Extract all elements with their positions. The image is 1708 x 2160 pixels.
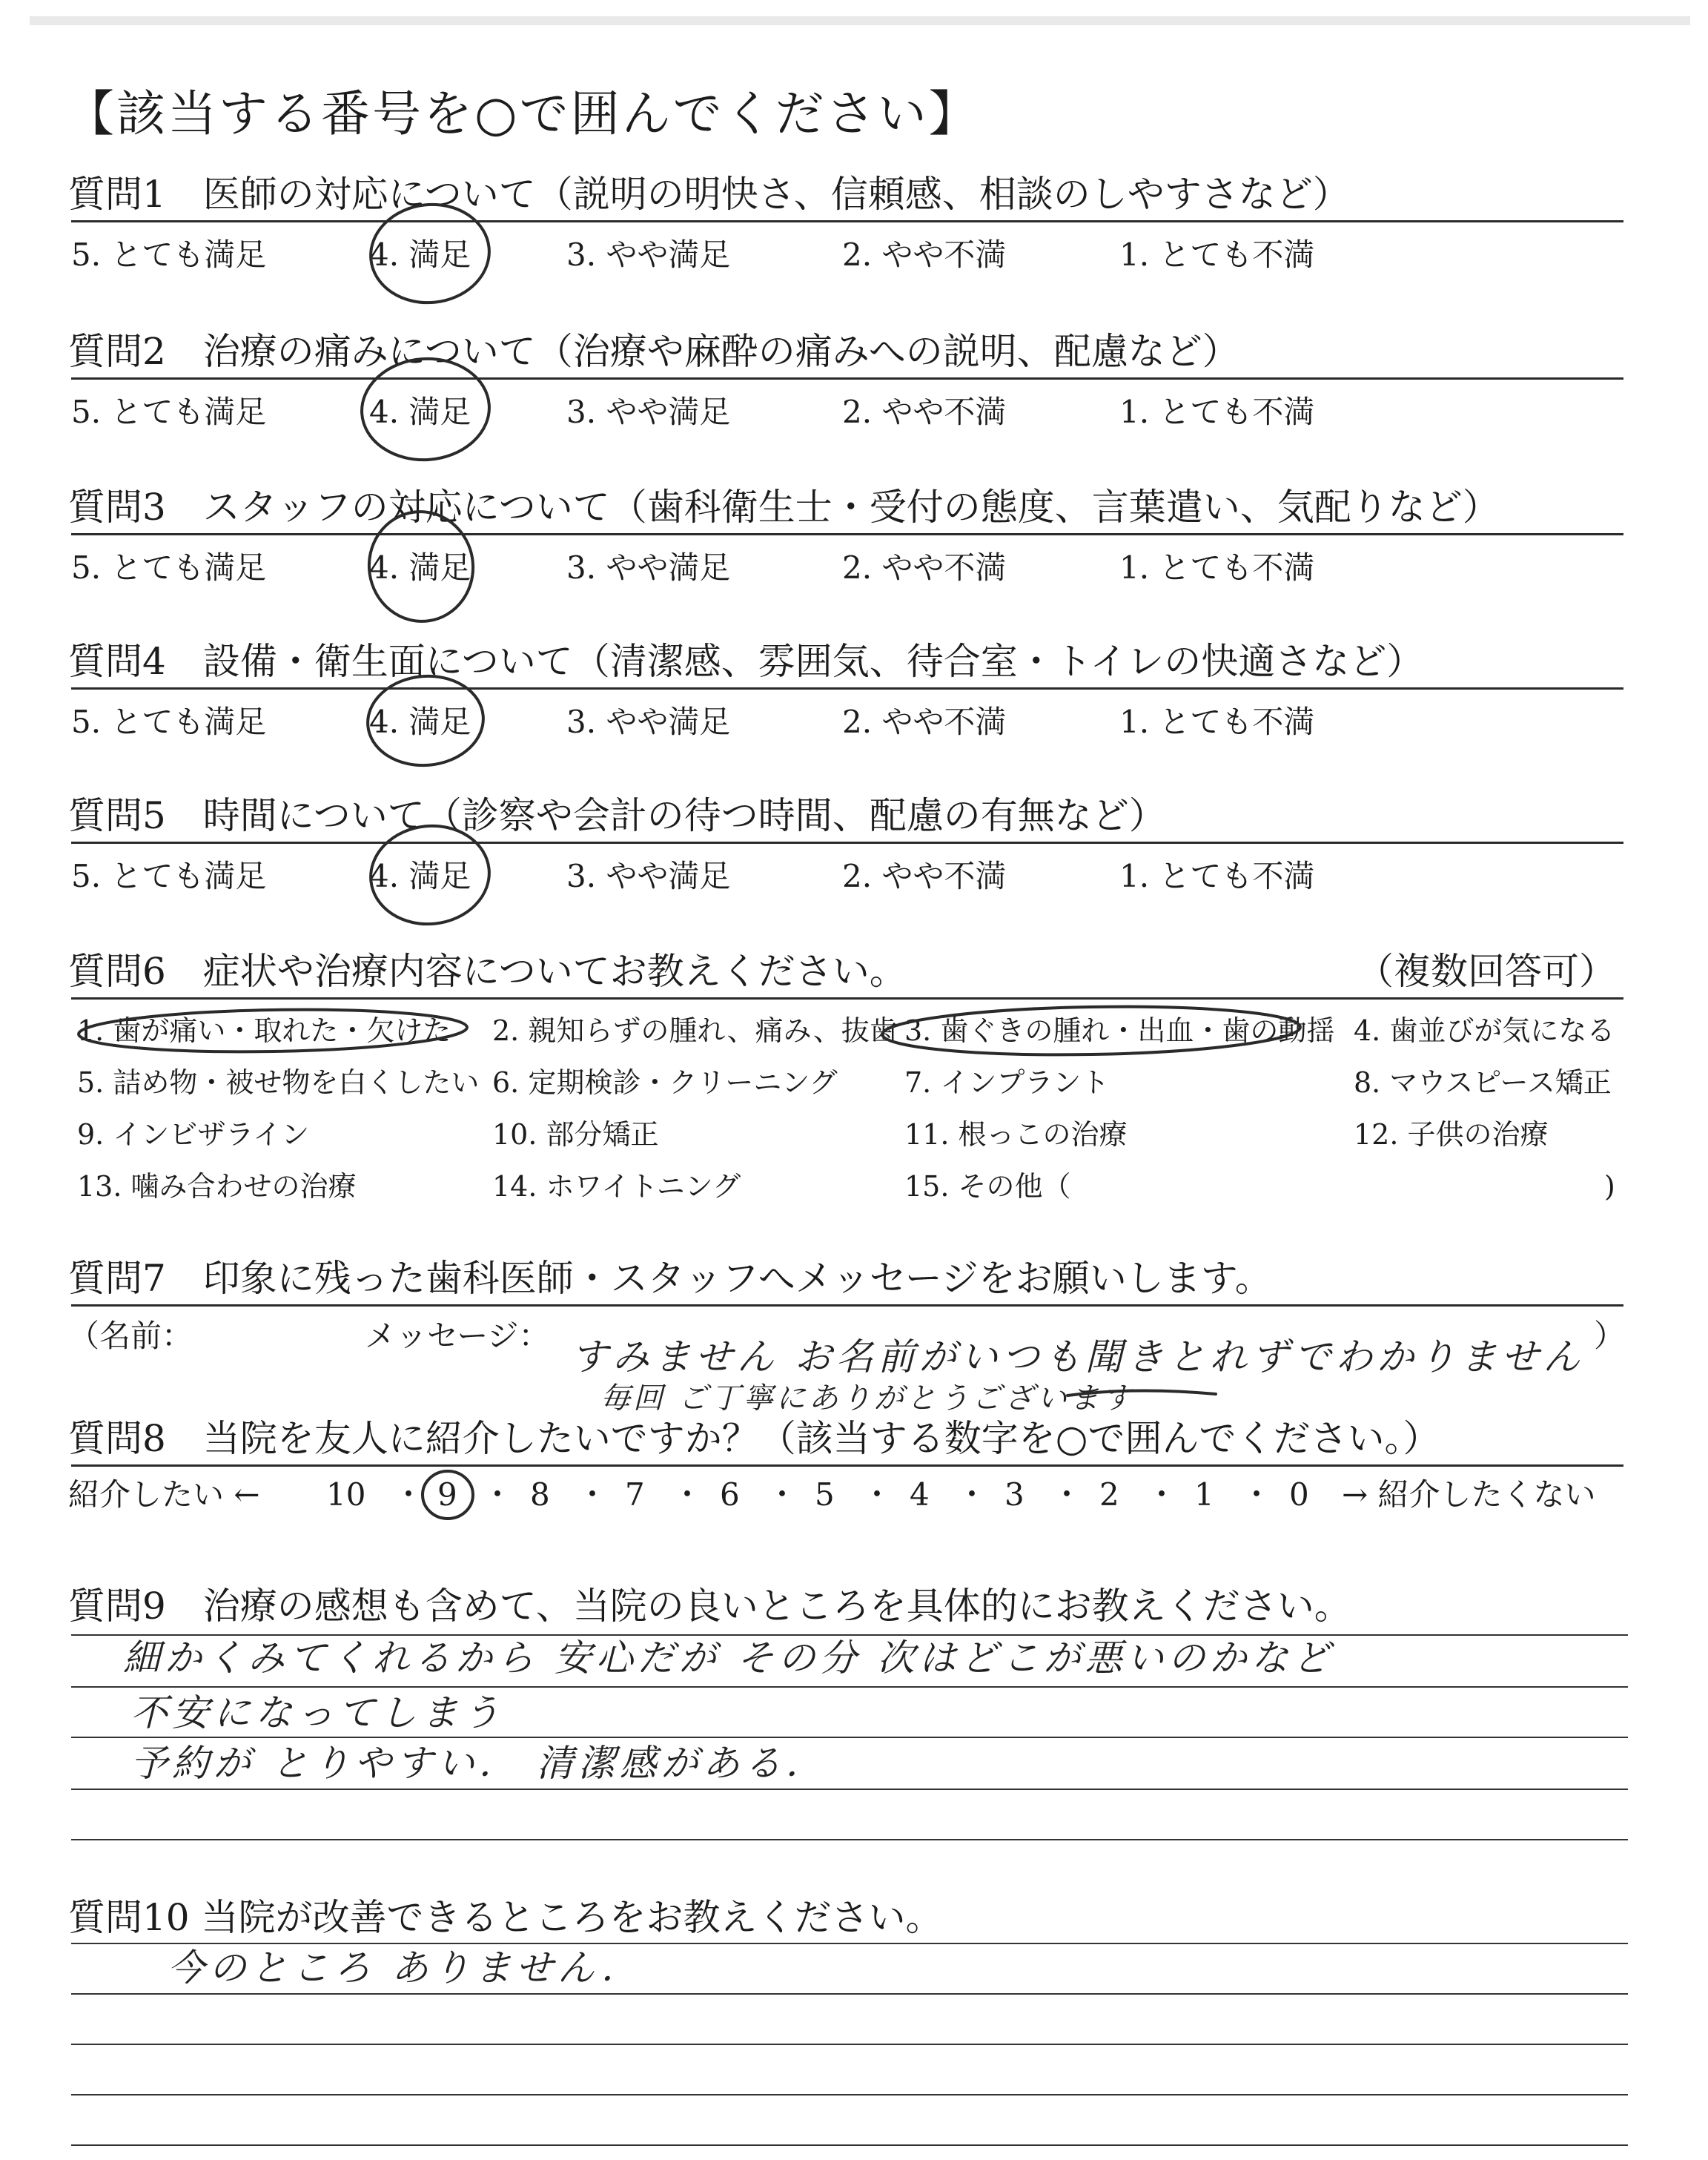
- q8-sep: ・: [1146, 1476, 1178, 1513]
- q6-other-close-paren: ): [1604, 1170, 1615, 1203]
- q2-rule: [71, 377, 1623, 380]
- q6-option-2[interactable]: 2. 親知らずの腫れ、痛み、抜歯: [492, 1014, 898, 1047]
- q3-option-3[interactable]: 3. やや満足: [566, 549, 731, 586]
- form-heading: 【該当する番号を○で囲んでください】: [65, 85, 980, 142]
- q9-line: [71, 1686, 1628, 1688]
- q6-option-15[interactable]: 15. その他（: [904, 1170, 1071, 1203]
- q3-title: 質問3 スタッフの対応について（歯科衛生士・受付の態度、言葉遣い、気配りなど）: [68, 486, 1500, 529]
- q8-sep: ・: [672, 1476, 704, 1513]
- q6-note: （複数回答可）: [1357, 950, 1616, 993]
- q8-number-2[interactable]: 2: [1099, 1476, 1119, 1513]
- q3-option-2[interactable]: 2. やや不満: [842, 549, 1007, 586]
- q6-option-9[interactable]: 9. インビザライン: [77, 1118, 310, 1151]
- q2-option-5[interactable]: 5. とても満足: [71, 394, 267, 430]
- q8-right-label: → 紹介したくない: [1342, 1476, 1596, 1513]
- q10-answer-line1: 今のところ ありません．: [168, 1946, 643, 1989]
- q10-title: 質問10 当院が改善できるところをお教えください。: [68, 1896, 943, 1939]
- q8-sep: ・: [1051, 1476, 1083, 1513]
- q8-sep: ・: [1241, 1476, 1273, 1513]
- q4-option-3[interactable]: 3. やや満足: [566, 704, 731, 740]
- q9-line: [71, 1737, 1628, 1738]
- q1-option-5[interactable]: 5. とても満足: [71, 237, 267, 273]
- q7-name-label: （名前：: [68, 1318, 193, 1354]
- q6-option-10[interactable]: 10. 部分矯正: [492, 1118, 659, 1151]
- q9-answer-line2: 不安になってしまう: [130, 1691, 504, 1734]
- q6-option-5[interactable]: 5. 詰め物・被せ物を白くしたい: [77, 1066, 480, 1099]
- q9-answer-line3: 予約が とりやすい． 清潔感がある．: [130, 1742, 827, 1785]
- q8-number-4[interactable]: 4: [910, 1476, 930, 1513]
- q5-option-3[interactable]: 3. やや満足: [566, 858, 731, 894]
- q7-close-paren: ）: [1594, 1318, 1626, 1354]
- q9-title: 質問9 治療の感想も含めて、当院の良いところを具体的にお教えください。: [68, 1585, 1351, 1628]
- q7-title: 質問7 印象に残った歯科医師・スタッフへメッセージをお願いします。: [68, 1257, 1272, 1300]
- q10-line: [71, 1993, 1628, 1995]
- q3-option-4[interactable]: 4. 満足: [369, 549, 471, 586]
- q10-line: [71, 2144, 1628, 2146]
- q6-option-11[interactable]: 11. 根っこの治療: [904, 1118, 1128, 1151]
- q8-number-5[interactable]: 5: [815, 1476, 835, 1513]
- q8-rule: [71, 1464, 1623, 1467]
- q1-option-3[interactable]: 3. やや満足: [566, 237, 731, 273]
- q8-number-9[interactable]: 9: [437, 1476, 457, 1513]
- q8-number-1[interactable]: 1: [1194, 1476, 1214, 1513]
- q6-option-13[interactable]: 13. 噛み合わせの治療: [77, 1170, 357, 1203]
- q2-option-3[interactable]: 3. やや満足: [566, 394, 731, 430]
- q1-option-1[interactable]: 1. とても不満: [1119, 237, 1315, 273]
- q3-option-1[interactable]: 1. とても不満: [1119, 549, 1315, 586]
- q8-sep: ・: [577, 1476, 609, 1513]
- q5-title: 質問5 時間について（診察や会計の待つ時間、配慮の有無など）: [68, 794, 1166, 837]
- q5-option-4[interactable]: 4. 満足: [369, 858, 471, 894]
- q7-message-handwritten-line1: すみません お名前がいつも聞きとれずでわかりません: [571, 1335, 1585, 1378]
- scan-top-edge: [30, 16, 1690, 25]
- q1-option-2[interactable]: 2. やや不満: [842, 237, 1007, 273]
- q9-answer-line1: 細かくみてくれるから 安心だが その分 次はどこが悪いのかなど: [123, 1636, 1334, 1680]
- q6-option-4[interactable]: 4. 歯並びが気になる: [1354, 1014, 1615, 1047]
- q5-option-5[interactable]: 5. とても満足: [71, 858, 267, 894]
- q8-sep: ・: [861, 1476, 893, 1513]
- q4-title: 質問4 設備・衛生面について（清潔感、雰囲気、待合室・トイレの快適さなど）: [68, 640, 1424, 683]
- q1-title: 質問1 医師の対応について（説明の明快さ、信頼感、相談のしやすさなど）: [68, 173, 1350, 216]
- q7-message-handwritten-line2: 毎回 ご丁寧にありがとうございます: [600, 1381, 1135, 1416]
- q6-option-12[interactable]: 12. 子供の治療: [1354, 1118, 1549, 1151]
- q8-left-label: 紹介したい ←: [68, 1476, 260, 1513]
- q6-option-8[interactable]: 8. マウスピース矯正: [1354, 1066, 1612, 1099]
- q9-line: [71, 1789, 1628, 1790]
- q7-rule: [71, 1304, 1623, 1307]
- q5-option-2[interactable]: 2. やや不満: [842, 858, 1007, 894]
- q8-number-7[interactable]: 7: [625, 1476, 645, 1513]
- q8-sep: ・: [482, 1476, 514, 1513]
- q8-number-6[interactable]: 6: [720, 1476, 740, 1513]
- q5-option-1[interactable]: 1. とても不満: [1119, 858, 1315, 894]
- q8-sep: ・: [767, 1476, 798, 1513]
- q10-line: [71, 2044, 1628, 2045]
- q2-option-2[interactable]: 2. やや不満: [842, 394, 1007, 430]
- q4-option-4[interactable]: 4. 満足: [369, 704, 471, 740]
- q6-title: 質問6 症状や治療内容についてお教えください。: [68, 950, 907, 993]
- q8-number-0[interactable]: 0: [1289, 1476, 1309, 1513]
- q4-option-1[interactable]: 1. とても不満: [1119, 704, 1315, 740]
- q5-rule: [71, 842, 1623, 844]
- q3-option-5[interactable]: 5. とても満足: [71, 549, 267, 586]
- q6-rule: [71, 997, 1623, 1000]
- q8-sep: ・: [956, 1476, 988, 1513]
- q1-option-4[interactable]: 4. 満足: [369, 237, 471, 273]
- q1-rule: [71, 220, 1623, 222]
- q10-line: [71, 2094, 1628, 2095]
- q6-option-1[interactable]: 1. 歯が痛い・取れた・欠けた: [77, 1014, 451, 1047]
- q8-number-3[interactable]: 3: [1004, 1476, 1025, 1513]
- q10-line: [71, 1943, 1628, 1944]
- q8-number-8[interactable]: 8: [530, 1476, 550, 1513]
- q6-option-7[interactable]: 7. インプラント: [904, 1066, 1110, 1099]
- q4-rule: [71, 687, 1623, 690]
- q4-option-5[interactable]: 5. とても満足: [71, 704, 267, 740]
- q6-option-6[interactable]: 6. 定期検診・クリーニング: [492, 1066, 838, 1099]
- q2-title: 質問2 治療の痛みについて（治療や麻酔の痛みへの説明、配慮など）: [68, 330, 1239, 373]
- q8-title: 質問8 当院を友人に紹介したいですか？（該当する数字を○で囲んでください。）: [68, 1417, 1440, 1460]
- q9-line: [71, 1839, 1628, 1840]
- q3-rule: [71, 533, 1623, 535]
- q2-option-1[interactable]: 1. とても不満: [1119, 394, 1315, 430]
- q7-message-label: メッセージ：: [365, 1318, 550, 1354]
- q6-option-3[interactable]: 3. 歯ぐきの腫れ・出血・歯の動揺: [904, 1014, 1335, 1047]
- q4-option-2[interactable]: 2. やや不満: [842, 704, 1007, 740]
- q6-option-14[interactable]: 14. ホワイトニング: [492, 1170, 741, 1203]
- q2-option-4[interactable]: 4. 満足: [369, 394, 471, 430]
- q8-sep: ・: [393, 1476, 425, 1513]
- q8-number-10[interactable]: 10: [326, 1476, 366, 1513]
